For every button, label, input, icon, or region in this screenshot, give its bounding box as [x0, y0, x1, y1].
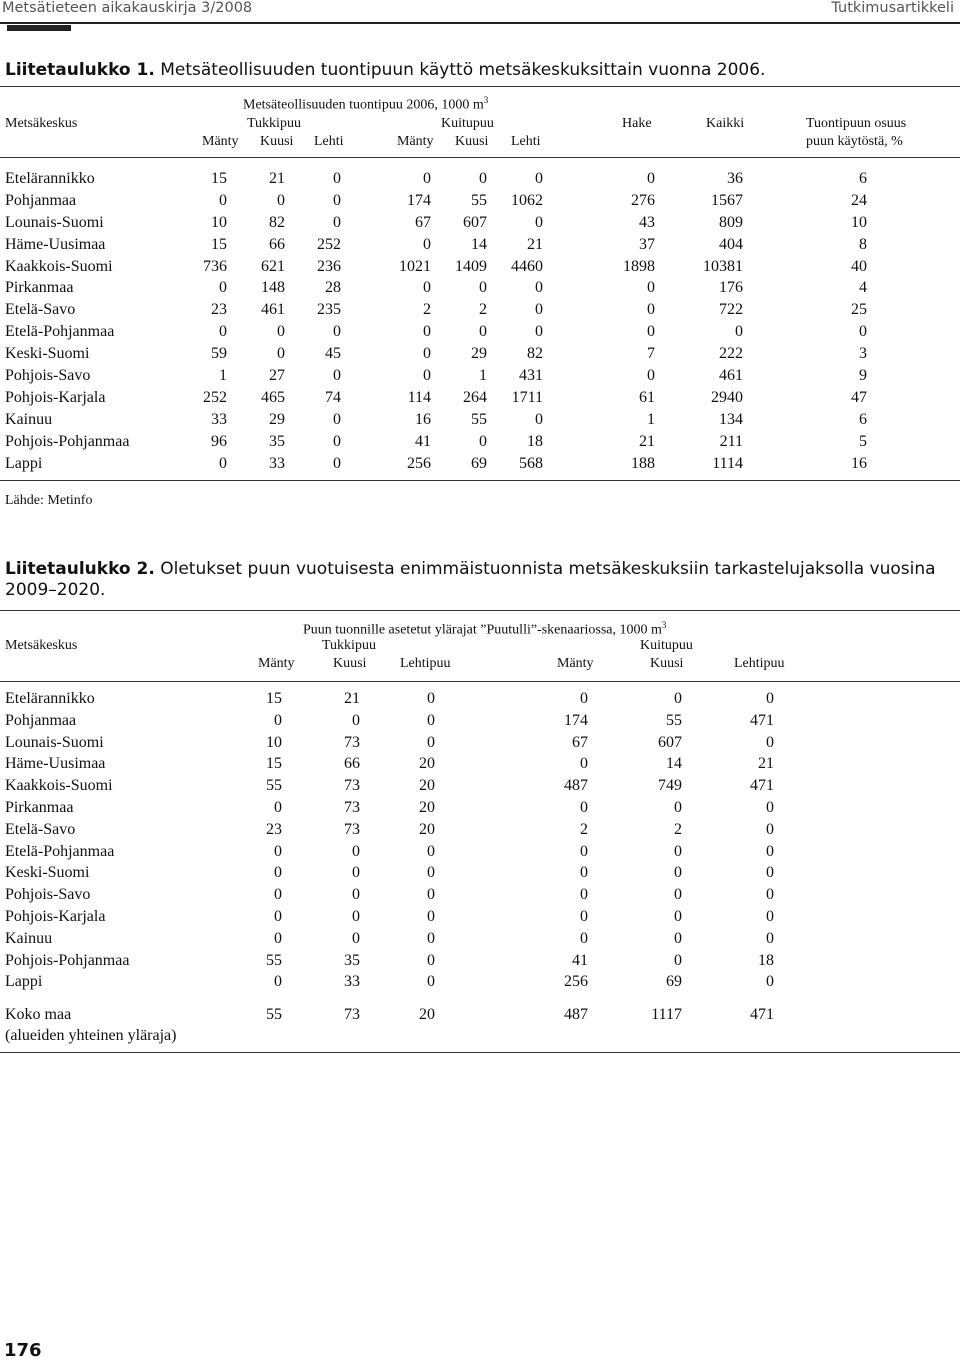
- region-name: Pohjois-Karjala: [5, 907, 106, 925]
- region-name: Pohjanmaa: [5, 711, 77, 729]
- table2-cell: 20: [419, 820, 435, 838]
- table2-cell: 0: [427, 886, 435, 904]
- table1-cell: 61: [639, 388, 655, 406]
- table1-cell: 0: [333, 191, 341, 209]
- table1-cell: 0: [333, 410, 341, 428]
- region-name: Keski-Suomi: [5, 864, 90, 882]
- table1-top-rule: [0, 86, 960, 87]
- region-name: Etelä-Pohjanmaa: [5, 323, 115, 341]
- table1-cell: 0: [535, 323, 543, 341]
- table2-cell: 15: [266, 690, 282, 707]
- table2-top-rule: [0, 610, 960, 611]
- table1-cell: 2: [423, 301, 431, 319]
- table1-cell: 236: [317, 257, 341, 275]
- table1-cell: 24: [851, 191, 867, 209]
- table2-cell: 55: [266, 951, 282, 969]
- table1-cell: 235: [317, 301, 341, 319]
- total-kuusi-kuitu: 1117: [651, 1006, 682, 1023]
- table1-cell: 82: [269, 213, 285, 231]
- table2-bottom-rule: [0, 1052, 960, 1053]
- table2-cell: 0: [427, 929, 435, 947]
- table1-cell: 461: [719, 367, 743, 385]
- total-label-sub: (alueiden yhteinen yläraja): [5, 1027, 177, 1044]
- table1-caption-text: Metsäteollisuuden tuontipuun käyttö metsäkeskuksittain vuonna 2006.: [154, 60, 766, 80]
- region-name: Etelärannikko: [5, 690, 95, 707]
- page-number: 176: [4, 1340, 42, 1361]
- table1-cell: 0: [423, 235, 431, 253]
- table1-cell: 6: [859, 410, 867, 428]
- table1-cell: 0: [277, 345, 285, 363]
- table1-cell: 0: [647, 367, 655, 385]
- table1-cell: 10: [211, 213, 227, 231]
- table2-cell: 0: [274, 907, 282, 925]
- table2-cell: 487: [564, 777, 588, 795]
- journal-title: Metsätieteen aikakauskirja 3/2008: [2, 0, 253, 16]
- table1-cell: 621: [261, 257, 285, 275]
- table1-cell: 0: [277, 191, 285, 209]
- table1-cell: 16: [851, 454, 867, 472]
- table2-cell: 20: [419, 798, 435, 816]
- region-name: Pohjois-Savo: [5, 886, 91, 904]
- table1-cell: 59: [211, 345, 227, 363]
- table1-cell: 33: [211, 410, 227, 428]
- table2-cell: 0: [766, 733, 774, 751]
- table1-cell: 27: [269, 367, 285, 385]
- table1-sub-manty-1: Mänty: [202, 134, 239, 149]
- total-lehti-tukki: 20: [419, 1006, 435, 1023]
- table1-cell: 176: [719, 279, 743, 297]
- table1-cell: 1062: [511, 191, 543, 209]
- table1-cell: 0: [423, 367, 431, 385]
- table2-col-region: Metsäkeskus: [5, 638, 78, 653]
- table2-cell: 0: [766, 907, 774, 925]
- table2-cell: 0: [766, 929, 774, 947]
- table1-cell: 4460: [511, 257, 543, 275]
- total-manty-tukki: 55: [266, 1006, 282, 1023]
- table2-cell: 73: [344, 733, 360, 751]
- table2-cell: 69: [666, 973, 682, 991]
- table2-cell: 0: [674, 842, 682, 860]
- table1-cell: 5: [859, 432, 867, 450]
- table1-cell: 6: [859, 170, 867, 187]
- table1-cell: 431: [519, 367, 543, 385]
- region-name: Lappi: [5, 454, 43, 472]
- table1-cell: 29: [269, 410, 285, 428]
- table2-cell: 0: [580, 907, 588, 925]
- table2-cell: 2: [580, 820, 588, 838]
- table1-cell: 15: [211, 170, 227, 187]
- table1-cell: 14: [471, 235, 487, 253]
- total-lehti-kuitu: 471: [750, 1006, 774, 1023]
- table1-cell: 0: [735, 323, 743, 341]
- table2-group-kuitu: Kuitupuu: [640, 638, 693, 653]
- table1-cell: 256: [407, 454, 431, 472]
- table1-cell: 36: [727, 170, 743, 187]
- table2-cell: 0: [274, 973, 282, 991]
- table1-cell: 96: [211, 432, 227, 450]
- table1-cell: 0: [333, 432, 341, 450]
- table2-cell: 10: [266, 733, 282, 751]
- table2-cell: 73: [344, 798, 360, 816]
- region-name: Etelärannikko: [5, 170, 95, 187]
- table1-cell: 0: [859, 323, 867, 341]
- table2-cell: 256: [564, 973, 588, 991]
- table1-sub-manty-2: Mänty: [397, 134, 434, 149]
- table1-cell: 8: [859, 235, 867, 253]
- table2-cell: 0: [580, 864, 588, 882]
- table1-cell: 47: [851, 388, 867, 406]
- table1-cell: 67: [415, 213, 431, 231]
- table2-cell: 21: [344, 690, 360, 707]
- table1-cell: 66: [269, 235, 285, 253]
- table1-cell: 0: [219, 279, 227, 297]
- table1-cell: 211: [719, 432, 743, 450]
- table2-sub-lehti-2: Lehtipuu: [734, 656, 785, 671]
- region-name: Lappi: [5, 973, 43, 991]
- region-name: Keski-Suomi: [5, 345, 90, 363]
- total-label: Koko maa: [5, 1006, 72, 1023]
- header-rule: [0, 22, 960, 24]
- table2-cell: 14: [666, 755, 682, 773]
- table2-cell: 0: [580, 690, 588, 707]
- table1-bottom-rule: [0, 480, 960, 481]
- table2-cell: 0: [274, 842, 282, 860]
- table1-cell: 0: [479, 432, 487, 450]
- table1-cell: 0: [423, 345, 431, 363]
- table1-cell: 0: [333, 367, 341, 385]
- table1-col-osuus-2: puun käytöstä, %: [806, 134, 903, 149]
- table1-cell: 28: [325, 279, 341, 297]
- table1-cell: 0: [219, 454, 227, 472]
- table1-cell: 2940: [711, 388, 743, 406]
- table1-cell: 33: [269, 454, 285, 472]
- region-name: Kaakkois-Suomi: [5, 257, 113, 275]
- table1-cell: 1567: [711, 191, 743, 209]
- table1-cell: 1898: [623, 257, 655, 275]
- table1-cell: 0: [479, 279, 487, 297]
- table2-sub-kuusi-2: Kuusi: [650, 656, 684, 671]
- table1-sub-lehti-2: Lehti: [511, 134, 541, 149]
- table1-cell: 0: [333, 170, 341, 187]
- table1-cell: 276: [631, 191, 655, 209]
- table1-cell: 188: [631, 454, 655, 472]
- table2-cell: 0: [766, 973, 774, 991]
- region-name: Pohjois-Pohjanmaa: [5, 432, 130, 450]
- table2-cell: 0: [674, 798, 682, 816]
- table1-cell: 25: [851, 301, 867, 319]
- table2-cell: 174: [564, 711, 588, 729]
- table1-cell: 0: [647, 301, 655, 319]
- table1-cell: 607: [463, 213, 487, 231]
- table1-cell: 0: [479, 170, 487, 187]
- table2-cell: 0: [580, 798, 588, 816]
- table1-cell: 1711: [511, 388, 543, 406]
- table2-group-tukki: Tukkipuu: [322, 638, 376, 653]
- table1-cell: 29: [471, 345, 487, 363]
- table2-cell: 0: [274, 886, 282, 904]
- table1-cell: 0: [535, 410, 543, 428]
- table1-cell: 41: [415, 432, 431, 450]
- table1-cell: 1: [479, 367, 487, 385]
- table2-cell: 0: [427, 842, 435, 860]
- table2-cell: 0: [674, 690, 682, 707]
- region-name: Etelä-Savo: [5, 301, 76, 319]
- table2-sub-manty-2: Mänty: [557, 656, 594, 671]
- table2-cell: 55: [266, 777, 282, 795]
- table2-cell: 0: [274, 929, 282, 947]
- table2-header-top: Puun tuonnille asetetut ylärajat ”Puutulli”-skenaariossa, 1000 $m^3$: [303, 620, 667, 638]
- table1-source: Lähde: Metinfo: [5, 493, 93, 508]
- table1-cell: 35: [269, 432, 285, 450]
- region-name: Kaakkois-Suomi: [5, 777, 113, 795]
- table1-cell: 74: [325, 388, 341, 406]
- header-rule-tab: [7, 25, 71, 31]
- table1-cell: 10: [851, 213, 867, 231]
- table2-cell: 55: [666, 711, 682, 729]
- table1-cell: 264: [463, 388, 487, 406]
- table1-cell: 465: [261, 388, 285, 406]
- table2-caption-text: Oletukset puun vuotuisesta enimmäistuonnista metsäkeskuksiin tarkastelujaksolla vuosina 2009–2020.: [5, 559, 936, 600]
- table1-cell: 4: [859, 279, 867, 297]
- table2-cell: 0: [674, 951, 682, 969]
- table2-cell: 749: [658, 777, 682, 795]
- table1-cell: 0: [423, 279, 431, 297]
- table1-cell: 21: [639, 432, 655, 450]
- table1-header-rule: [0, 157, 960, 158]
- table1-cell: 18: [527, 432, 543, 450]
- table1-cell: 0: [535, 301, 543, 319]
- table1-cell: 134: [719, 410, 743, 428]
- running-header: [0, 0, 960, 22]
- table1-cell: 37: [639, 235, 655, 253]
- table2-cell: 471: [750, 777, 774, 795]
- table1-cell: 736: [203, 257, 227, 275]
- region-name: Pohjois-Pohjanmaa: [5, 951, 130, 969]
- table1-group-kuitu: Kuitupuu: [441, 116, 494, 131]
- table1-cell: 0: [647, 170, 655, 187]
- table2-cell: 18: [758, 951, 774, 969]
- table1-cell: 1021: [399, 257, 431, 275]
- table2-cell: 0: [674, 929, 682, 947]
- table2-cell: 2: [674, 820, 682, 838]
- table1-cell: 15: [211, 235, 227, 253]
- table2-cell: 0: [427, 973, 435, 991]
- table2-cell: 0: [427, 864, 435, 882]
- table2-cell: 0: [674, 907, 682, 925]
- table2-sub-lehti-1: Lehtipuu: [400, 656, 451, 671]
- table2-header-rule: [0, 681, 960, 682]
- table1-cell: 252: [317, 235, 341, 253]
- table2-cell: 0: [427, 711, 435, 729]
- table2-cell: 20: [419, 755, 435, 773]
- region-name: Etelä-Pohjanmaa: [5, 842, 115, 860]
- table2-cell: 0: [766, 690, 774, 707]
- table2-cell: 15: [266, 755, 282, 773]
- table1-sub-kuusi-1: Kuusi: [260, 134, 294, 149]
- total-manty-kuitu: 487: [564, 1006, 588, 1023]
- table1-cell: 0: [535, 213, 543, 231]
- table1-sub-kuusi-2: Kuusi: [455, 134, 489, 149]
- table1-cell: 16: [415, 410, 431, 428]
- table1-cell: 809: [719, 213, 743, 231]
- table2-cell: 0: [352, 864, 360, 882]
- region-name: Lounais-Suomi: [5, 213, 104, 231]
- region-name: Pirkanmaa: [5, 798, 74, 816]
- table2-cell: 33: [344, 973, 360, 991]
- table1-cell: 23: [211, 301, 227, 319]
- table2-cell: 0: [766, 798, 774, 816]
- table1-cell: 0: [647, 323, 655, 341]
- table1-cell: 222: [719, 345, 743, 363]
- table1-cell: 0: [219, 323, 227, 341]
- region-name: Kainuu: [5, 410, 53, 428]
- table2-cell: 20: [419, 777, 435, 795]
- region-name: Pohjanmaa: [5, 191, 77, 209]
- table1-cell: 0: [647, 279, 655, 297]
- table1-cell: 69: [471, 454, 487, 472]
- region-name: Pirkanmaa: [5, 279, 74, 297]
- table2-sub-kuusi-1: Kuusi: [333, 656, 367, 671]
- table1-cell: 174: [407, 191, 431, 209]
- table1-cell: 0: [333, 213, 341, 231]
- table2-cell: 0: [580, 929, 588, 947]
- table1-cell: 55: [471, 191, 487, 209]
- table2-cell: 66: [344, 755, 360, 773]
- table2-cell: 0: [352, 929, 360, 947]
- table1-cell: 82: [527, 345, 543, 363]
- table1-cell: 2: [479, 301, 487, 319]
- table2-cell: 41: [572, 951, 588, 969]
- table1-cell: 1409: [455, 257, 487, 275]
- table2-cell: 35: [344, 951, 360, 969]
- table1-cell: 9: [859, 367, 867, 385]
- table1-col-region: Metsäkeskus: [5, 116, 78, 131]
- table2-cell: 0: [427, 733, 435, 751]
- table2-cell: 0: [766, 820, 774, 838]
- table1-col-hake: Hake: [622, 116, 652, 131]
- table1-cell: 40: [851, 257, 867, 275]
- table1-cell: 722: [719, 301, 743, 319]
- region-name: Lounais-Suomi: [5, 733, 104, 751]
- table2-cell: 0: [766, 864, 774, 882]
- table1-cell: 0: [333, 323, 341, 341]
- table1-cell: 55: [471, 410, 487, 428]
- table2-cell: 21: [758, 755, 774, 773]
- region-name: Kainuu: [5, 929, 53, 947]
- table2-cell: 0: [352, 886, 360, 904]
- total-kuusi-tukki: 73: [344, 1006, 360, 1023]
- table2-cell: 23: [266, 820, 282, 838]
- region-name: Häme-Uusimaa: [5, 755, 106, 773]
- table2-cell: 0: [674, 886, 682, 904]
- table2-cell: 73: [344, 820, 360, 838]
- table1-col-kaikki: Kaikki: [706, 116, 745, 131]
- region-name: Häme-Uusimaa: [5, 235, 106, 253]
- table2-cell: 0: [580, 755, 588, 773]
- table1-cell: 0: [219, 191, 227, 209]
- table2-cell: 67: [572, 733, 588, 751]
- table2-cell: 0: [427, 690, 435, 707]
- table1-cell: 1: [219, 367, 227, 385]
- table1-cell: 0: [535, 279, 543, 297]
- table1-cell: 0: [423, 323, 431, 341]
- table2-cell: 471: [750, 711, 774, 729]
- table1-cell: 114: [407, 388, 431, 406]
- table1-cell: 21: [269, 170, 285, 187]
- table2-caption-label: Liitetaulukko 2.: [5, 559, 155, 579]
- region-name: Pohjois-Savo: [5, 367, 91, 385]
- table1-cell: 0: [479, 323, 487, 341]
- table2-caption: [5, 559, 955, 601]
- table1-cell: 45: [325, 345, 341, 363]
- article-type: Tutkimusartikkeli: [831, 0, 954, 16]
- table1-col-osuus: Tuontipuun osuus: [806, 116, 907, 131]
- region-name: Etelä-Savo: [5, 820, 76, 838]
- table2-cell: 607: [658, 733, 682, 751]
- table1-cell: 0: [333, 454, 341, 472]
- table1-cell: 404: [719, 235, 743, 253]
- table1-group-tukki: Tukkipuu: [247, 116, 301, 131]
- table1-cell: 7: [647, 345, 655, 363]
- table1-cell: 148: [261, 279, 285, 297]
- table2-cell: 0: [766, 842, 774, 860]
- table1-cell: 1: [647, 410, 655, 428]
- table1-cell: 0: [277, 323, 285, 341]
- table1-cell: 3: [859, 345, 867, 363]
- table2-cell: 0: [274, 864, 282, 882]
- table1-cell: 252: [203, 388, 227, 406]
- table2-cell: 0: [274, 798, 282, 816]
- region-name: Pohjois-Karjala: [5, 388, 106, 406]
- table2-cell: 73: [344, 777, 360, 795]
- table1-cell: 1114: [712, 454, 743, 472]
- table2-cell: 0: [580, 886, 588, 904]
- table1-sub-lehti-1: Lehti: [314, 134, 344, 149]
- table2-cell: 0: [427, 907, 435, 925]
- table1-cell: 0: [423, 170, 431, 187]
- table1-caption-label: Liitetaulukko 1.: [5, 60, 155, 80]
- table1-cell: 568: [519, 454, 543, 472]
- table1-cell: 10381: [703, 257, 743, 275]
- table1-cell: 0: [535, 170, 543, 187]
- table2-cell: 0: [352, 842, 360, 860]
- table2-cell: 0: [352, 907, 360, 925]
- table2-cell: 0: [274, 711, 282, 729]
- table2-sub-manty-1: Mänty: [258, 656, 295, 671]
- table2-cell: 0: [580, 842, 588, 860]
- table2-cell: 0: [427, 951, 435, 969]
- table1-header-top: Metsäteollisuuden tuontipuu 2006, 1000 $m^3$: [243, 95, 489, 113]
- table2-cell: 0: [352, 711, 360, 729]
- table1-cell: 43: [639, 213, 655, 231]
- table1-caption: [5, 60, 765, 81]
- table2-cell: 0: [674, 864, 682, 882]
- table1-cell: 21: [527, 235, 543, 253]
- table2-cell: 0: [766, 886, 774, 904]
- table1-cell: 461: [261, 301, 285, 319]
